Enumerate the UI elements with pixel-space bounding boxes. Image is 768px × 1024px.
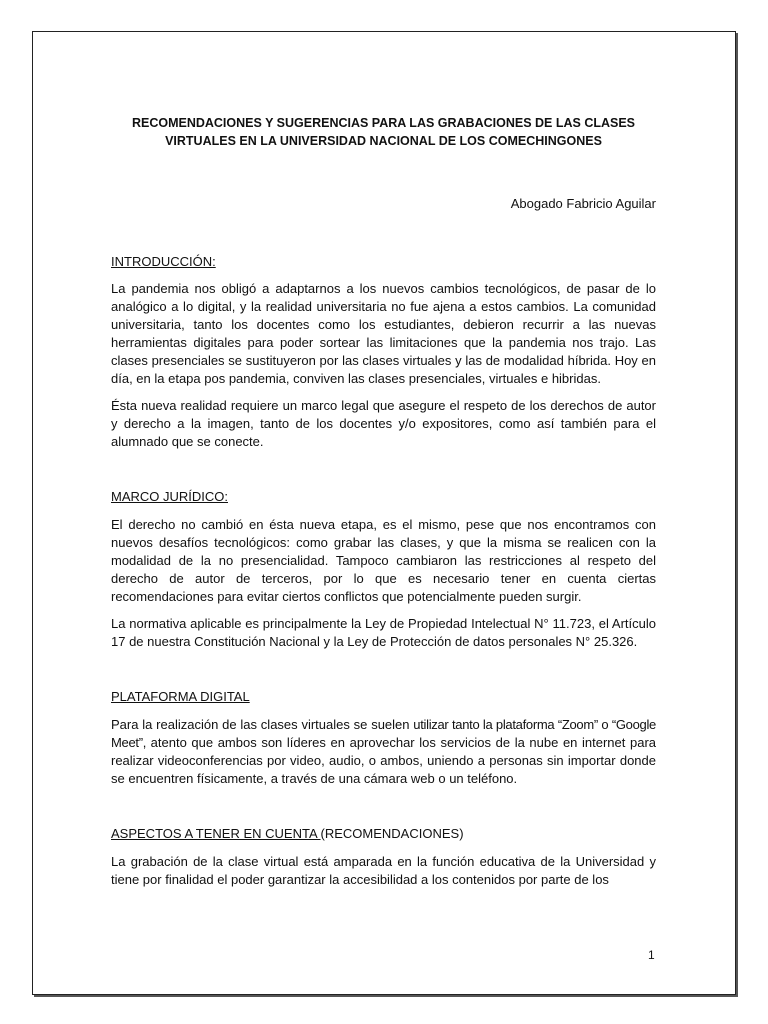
- document-title: [111, 114, 656, 150]
- section-heading-aspectos: [111, 825, 656, 843]
- plataforma-paragraph-1-part3: atento que ambos son líderes en aprovechar los servicios de la nube en internet para realizar videoconferencias por video, audio, o ambos, uniendo a personas sin importar donde se encuentren físicamente, a través de una cámara web o un teléfono.: [111, 735, 656, 786]
- section-heading-plataforma-digital: [111, 688, 656, 706]
- document-page: [32, 31, 736, 995]
- document-title-line1: RECOMENDACIONES Y SUGERENCIAS PARA LAS GRABACIONES DE LAS CLASES: [131, 116, 636, 130]
- section-heading-aspectos-underlined: ASPECTOS A TENER EN CUENTA: [111, 826, 321, 841]
- marco-paragraph-1: El derecho no cambió en ésta nueva etapa, es el mismo, pese que nos encontramos con nuevos desafíos tecnológicos: como grabar las clases, y que la misma se realicen con la modalidad de la no presencialidad. Tampoco cambiaron las restricciones al respeto del derecho de autor de terceros, por lo que es necesario tener en cuenta ciertas recomendaciones para evitar ciertos conflictos que potencialmente pueden surgir.: [111, 517, 656, 604]
- document-title-line2: VIRTUALES EN LA UNIVERSIDAD NACIONAL DE LOS COMECHINGONES: [165, 134, 602, 148]
- document-author: Abogado Fabricio Aguilar: [510, 196, 656, 211]
- section-heading-marco-juridico: [111, 488, 656, 506]
- document-body: [111, 114, 656, 889]
- plataforma-paragraph-1-part2: utilizar tanto la plataforma “Zoom” o “Google Meet”,: [111, 717, 656, 750]
- marco-paragraph-2: La normativa aplicable es principalmente la Ley de Propiedad Intelectual N° 11.723, el Artículo 17 de nuestra Constitución Nacional y la Ley de Protección de datos personales N° 25.326.: [111, 616, 656, 649]
- page-number: 1: [648, 948, 655, 962]
- section-heading-aspectos-rest: (RECOMENDACIONES): [320, 826, 464, 841]
- intro-paragraph-1: La pandemia nos obligó a adaptarnos a los nuevos cambios tecnológicos, de pasar de lo analógico a lo digital, y la realidad universitaria no fue ajena a estos cambios. La comunidad universitaria, tanto los docentes como los estudiantes, debieron recurrir a las nuevas herramientas digitales para poder sortear las limitaciones que la pandemia nos trajo. Las clases presenciales se sustituyeron por las clases virtuales y las de modalidad híbrida. Hoy en día, en la etapa pos pandemia, conviven las clases presenciales, virtuales e hibridas.: [111, 281, 656, 386]
- section-heading-plataforma-digital-text: PLATAFORMA DIGITAL: [111, 689, 250, 704]
- intro-paragraph-2: Ésta nueva realidad requiere un marco legal que asegure el respeto de los derechos de autor y derecho a la imagen, tanto de los docentes y/o expositores, como así también para el alumnado que se conecte.: [111, 398, 656, 449]
- section-heading-introduccion-text: INTRODUCCIÓN:: [111, 254, 216, 269]
- section-heading-introduccion: [111, 253, 656, 271]
- plataforma-paragraph-1-part1: Para la realización de las clases virtuales se suelen: [111, 717, 414, 732]
- plataforma-paragraph-1: [111, 716, 656, 788]
- section-heading-marco-juridico-text: MARCO JURÍDICO:: [111, 489, 228, 504]
- aspectos-paragraph-1: La grabación de la clase virtual está amparada en la función educativa de la Universidad y tiene por finalidad el poder garantizar la accesibilidad a los contenidos por parte de los: [111, 854, 656, 887]
